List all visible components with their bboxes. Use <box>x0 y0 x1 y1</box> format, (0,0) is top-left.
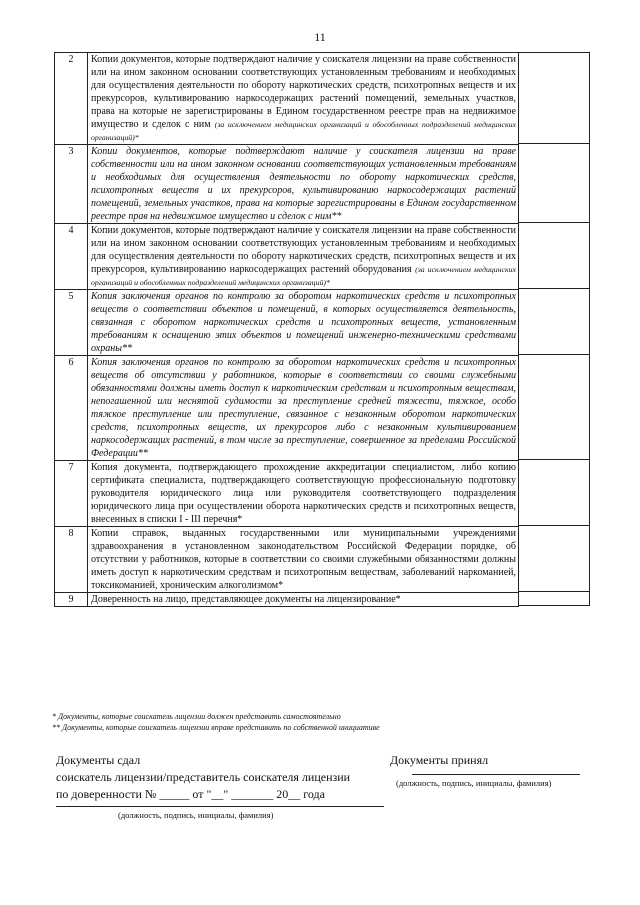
row-number: 3 <box>55 145 88 224</box>
status-column <box>518 52 590 606</box>
submitted-line2: по доверенности № _____ от "__" _______ 20__ года <box>56 787 325 801</box>
row-description-cell <box>88 290 519 356</box>
status-cell <box>518 460 590 526</box>
received-block <box>390 752 488 769</box>
submitted-title: Документы сдал <box>56 753 141 767</box>
row-note: (за исключением медицинских организаций и обособленных подразделений медицинских организаций)* <box>91 265 517 287</box>
submitted-signature-line <box>56 806 384 807</box>
row-number: 2 <box>55 53 88 145</box>
submitted-caption: (должность, подпись, инициалы, фамилия) <box>118 810 274 820</box>
table-row <box>55 145 519 224</box>
row-description: Копии справок, выданных государственными или муниципальными учреждениями здравоохранения в установленном законодательством Российской Федерации порядке, об отсутствии у работников, которые в соответствии со своими служебными обязанностями должны иметь доступ к наркотическим средствам и психотропным веществам, заболеваний наркоманией, токсикоманией, хроническим алкоголизмом* <box>91 528 516 591</box>
page-number: 11 <box>314 30 326 44</box>
row-description-cell <box>88 145 519 224</box>
status-cell <box>518 289 590 355</box>
table-row <box>55 224 519 290</box>
row-description-cell <box>88 461 519 527</box>
row-description: Доверенность на лицо, представляющее документы на лицензирование* <box>91 594 401 605</box>
footnote-optional: ** Документы, которые соискатель лицензии вправе представить по собственной инициативе <box>52 723 380 732</box>
row-note: (за исключением медицинских организаций и обособленных подразделений медицинских организаций)* <box>91 120 517 142</box>
row-description-cell <box>88 224 519 290</box>
submitted-line1: соискатель лицензии/представитель соискателя лицензии <box>56 770 351 784</box>
row-description-cell <box>88 527 519 593</box>
row-description: Копия заключения органов по контролю за оборотом наркотических средств и психотропных веществ о соответствии объектов и помещений, в которых осуществляется деятельность, связанная с оборотом наркотических средств и психотропных веществ, установленным требованиям к оснащению этих объектов и помещений инженерно-техническими средствами охраны** <box>91 291 516 354</box>
status-cell <box>518 52 590 144</box>
row-description: Копии документов, которые подтверждают наличие у соискателя лицензии на праве собственности или на ином законном основании соответствующих установленным требованиям и необходимых для осуществления деятельности по обороту наркотических средств, психотропных веществ и их прекурсоров, культивированию наркосодержащих растений помещений, земельных участков, права на которые не зарегистрированы в Едином государственном реестре прав на недвижимое имущество и сделок с ним <box>91 54 516 130</box>
status-cell <box>518 223 590 289</box>
row-description-cell <box>88 593 519 607</box>
status-cell <box>518 355 590 460</box>
status-cell <box>518 526 590 592</box>
table-row <box>55 593 519 607</box>
row-description: Копия заключения органов по контролю за оборотом наркотических средств и психотропных веществ об отсутствии у работников, которые в соответствии со своими служебными обязанностями должны иметь доступ к наркотическим средствам и психотропным веществам, непогашенной или неснятой судимости за преступление средней тяжести, тяжкое, особо тяжкое преступление или преступление, связанное с незаконным оборотом наркотических средств, психотропных веществ, их прекурсоров либо с незаконным культивированием наркосодержащих растений, в том числе за преступление, совершенное за пределами Российской Федерации** <box>91 357 516 459</box>
row-description: Копия документа, подтверждающего прохождение аккредитации специалистом, либо копию сертификата специалиста, подтверждающего соответствующую профессиональную подготовку руководителя юридического лица или руководителя соответствующего подразделения юридического лица при осуществлении оборота наркотических средств и психотропных веществ, внесенных в списки I - III перечня* <box>91 462 516 525</box>
status-cell <box>518 144 590 223</box>
row-number: 8 <box>55 527 88 593</box>
received-title: Документы принял <box>390 753 489 767</box>
row-number: 6 <box>55 356 88 461</box>
row-number: 7 <box>55 461 88 527</box>
table-row <box>55 461 519 527</box>
row-description-cell <box>88 356 519 461</box>
table-row <box>55 53 519 145</box>
row-number: 4 <box>55 224 88 290</box>
status-cell <box>518 592 590 606</box>
row-number: 5 <box>55 290 88 356</box>
row-description: Копии документов, которые подтверждают наличие у соискателя лицензии на праве собственности или на ином законном основании соответствующих установленным требованиям и необходимых для осуществления деятельности по обороту наркотических средств, психотропных веществ и их прекурсоров, культивированию наркосодержащих растений оборудования <box>91 225 516 275</box>
received-caption: (должность, подпись, инициалы, фамилия) <box>396 778 552 788</box>
footnote-required: * Документы, которые соискатель лицензии должен представить самостоятельно <box>52 712 341 721</box>
row-description: Копии документов, которые подтверждают наличие у соискателя лицензии на праве собственности или на ином законном основании соответствующих установленным требованиям и необходимых для осуществления деятельности по обороту наркотических средств, психотропных веществ и их прекурсоров, культивированию наркосодержащих растений помещений, земельных участков, права на которые зарегистрированы в Едином государственном реестре прав на недвижимое имущество и сделок с ним** <box>91 146 516 222</box>
documents-table <box>54 52 519 607</box>
table-row <box>55 356 519 461</box>
table-row <box>55 527 519 593</box>
footnotes <box>52 711 380 733</box>
table-row <box>55 290 519 356</box>
received-signature-line <box>412 774 580 775</box>
submitted-block <box>56 752 350 803</box>
row-description-cell <box>88 53 519 145</box>
row-number: 9 <box>55 593 88 607</box>
